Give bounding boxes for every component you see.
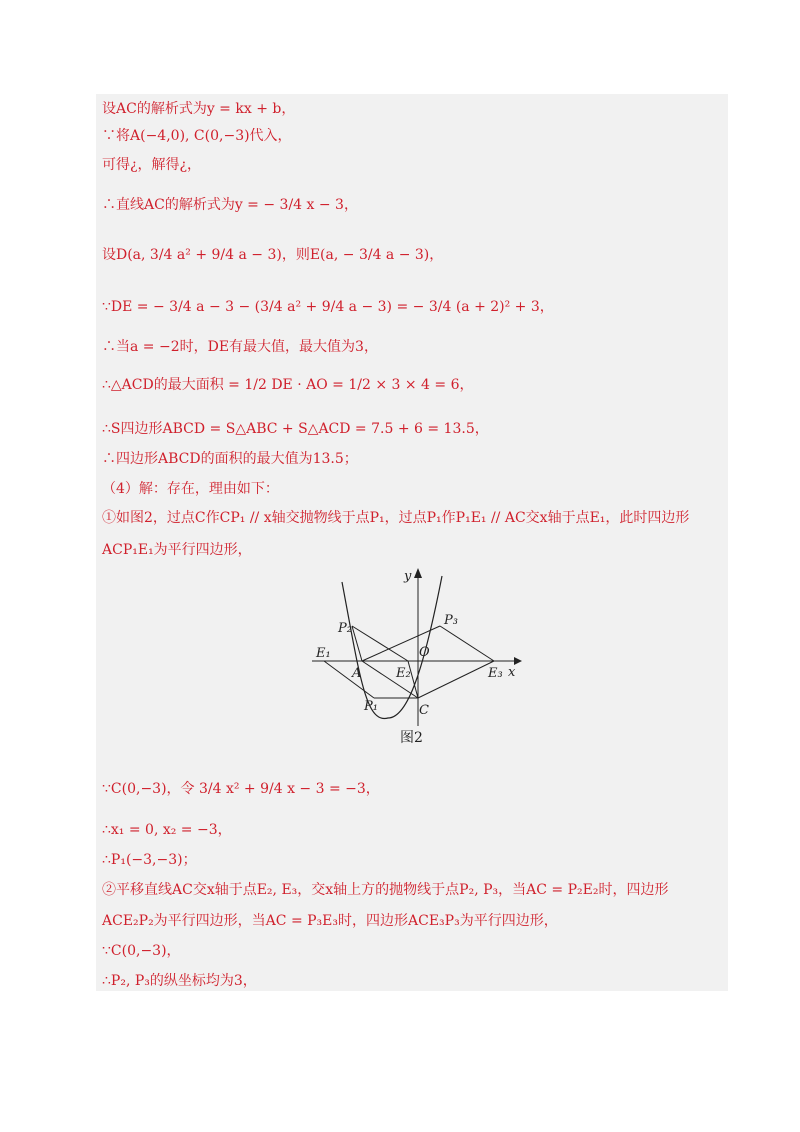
y-axis-arrow — [414, 568, 422, 578]
text-line-17: ②平移直线AC交x轴于点E₂, E₃，交x轴上方的抛物线于点P₂, P₃，当AC = P₂E₂时，四边形 — [102, 882, 669, 898]
text-line-5: 设D(a, 3/4 a² + 9/4 a − 3)，则E(a, − 3/4 a − 3)， — [102, 247, 444, 263]
label-E3: E₃ — [488, 666, 503, 681]
label-A: A — [352, 666, 362, 681]
text-line-3: 可得¿，解得¿， — [102, 157, 202, 173]
x-axis-arrow — [514, 657, 522, 665]
text-line-19: ∵C(0,−3)， — [102, 943, 181, 959]
text-line-6: ∵DE = − 3/4 a − 3 − (3/4 a² + 9/4 a − 3) = − 3/4 (a + 2)² + 3， — [102, 299, 554, 315]
label-P3: P₃ — [444, 613, 458, 628]
text-line-13: ACP₁E₁为平行四边形， — [102, 542, 252, 558]
segment-P3E3 — [440, 626, 494, 661]
label-E1: E₁ — [316, 646, 331, 661]
label-C: C — [419, 703, 429, 718]
text-line-8: ∴△ACD的最大面积 = 1/2 DE · AO = 1/2 × 3 × 4 = 6， — [102, 377, 474, 393]
text-line-16: ∴P₁(−3,−3)； — [102, 852, 197, 868]
label-E2: E₂ — [396, 666, 411, 681]
label-x: x — [508, 665, 516, 680]
text-line-9: ∴S四边形ABCD = S△ABC + S△ACD = 7.5 + 6 = 13.5， — [102, 421, 489, 437]
text-line-4: ∴直线AC的解析式为y = − 3/4 x − 3， — [102, 197, 358, 213]
text-line-2: ∵将A(−4,0), C(0,−3)代入， — [102, 128, 292, 144]
label-y: y — [404, 569, 412, 584]
text-line-7: ∴当a = −2时，DE有最大值，最大值为3， — [102, 339, 378, 355]
label-P1: P₁ — [364, 699, 378, 714]
text-line-18: ACE₂P₂为平行四边形，当AC = P₃E₃时，四边形ACE₃P₃为平行四边形， — [102, 913, 558, 929]
text-line-11: （4）解：存在，理由如下： — [102, 481, 279, 497]
label-P2: P₂ — [338, 621, 352, 636]
label-O: O — [419, 645, 430, 660]
text-line-15: ∴x₁ = 0, x₂ = −3， — [102, 822, 232, 838]
text-line-10: ∴四边形ABCD的面积的最大值为13.5； — [102, 451, 358, 467]
segment-CE3 — [418, 661, 494, 698]
geometry-figure — [312, 568, 522, 726]
text-line-14: ∵C(0,−3)，令 3/4 x² + 9/4 x − 3 = −3， — [102, 781, 380, 797]
text-line-12: ①如图2，过点C作CP₁ // x轴交抛物线于点P₁，过点P₁作P₁E₁ // AC交x轴于点E₁，此时四边形 — [102, 510, 690, 526]
segment-E1P1 — [324, 661, 374, 698]
figure-caption: 图2 — [400, 730, 423, 746]
text-line-20: ∴P₂, P₃的纵坐标均为3， — [102, 973, 257, 989]
text-line-1: 设AC的解析式为y = kx + b， — [102, 101, 296, 117]
